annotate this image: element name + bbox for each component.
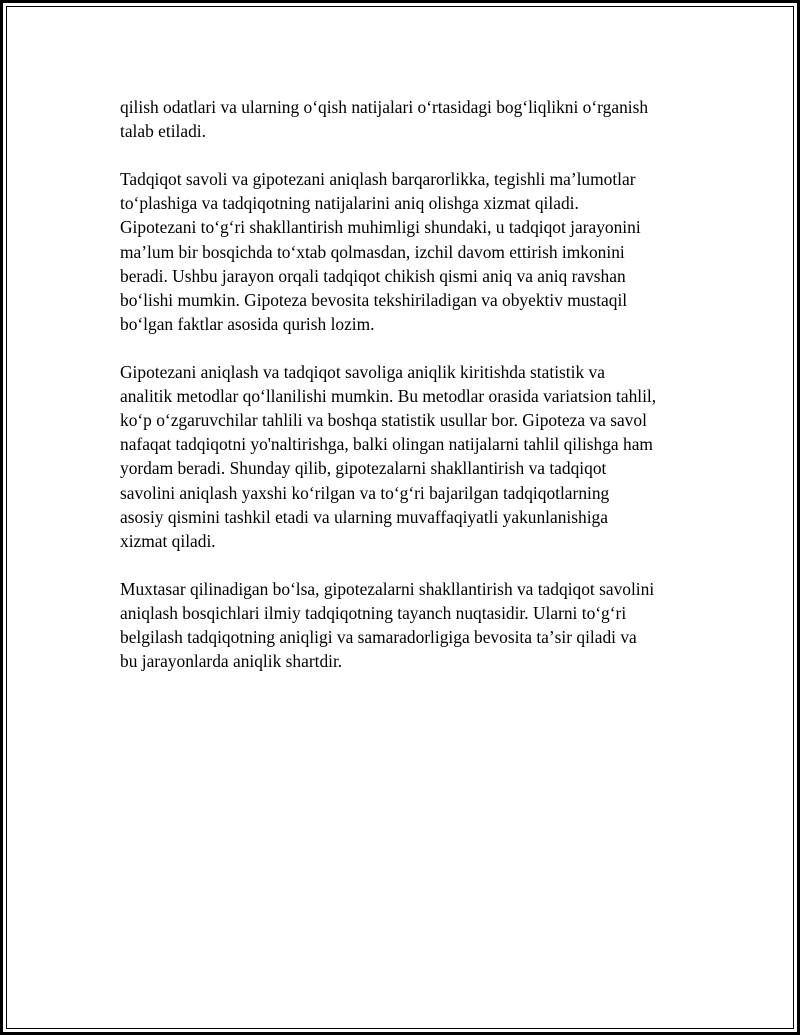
text-line: toʻplashiga va tadqiqotning natijalarini aniq olishga xizmat qiladi.: [120, 193, 579, 214]
paragraph: [120, 95, 705, 143]
text-line: analitik metodlar qoʻllanilishi mumkin. Bu metodlar orasida variatsion tahlil,: [120, 386, 657, 407]
text-line: yordam beradi. Shunday qilib, gipotezalarni shakllantirish va tadqiqot: [120, 458, 607, 479]
text-line: maʼlum bir bosqichda toʻxtab qolmasdan, izchil davom ettirish imkonini: [120, 241, 625, 262]
text-line: Gipotezani toʻgʻri shakllantirish muhimligi shundaki, u tadqiqot jarayonini: [120, 217, 641, 238]
text-line: savolini aniqlash yaxshi koʻrilgan va toʻgʻri bajarilgan tadqiqotlarning: [120, 482, 610, 503]
body-text: [120, 95, 705, 697]
text-line: boʻlgan faktlar asosida qurish lozim.: [120, 313, 375, 334]
text-line: xizmat qiladi.: [120, 530, 216, 551]
text-line: talab etiladi.: [120, 121, 206, 142]
paragraph: [120, 360, 705, 553]
paragraph: [120, 167, 705, 336]
text-line: Gipotezani aniqlash va tadqiqot savoliga aniqlik kiritishda statistik va: [120, 362, 605, 383]
text-line: boʻlishi mumkin. Gipoteza bevosita tekshiriladigan va obyektiv mustaqil: [120, 289, 628, 310]
text-line: aniqlash bosqichlari ilmiy tadqiqotning tayanch nuqtasidir. Ularni toʻgʻri: [120, 602, 627, 623]
text-line: bu jarayonlarda aniqlik shartdir.: [120, 651, 343, 672]
paragraph: [120, 577, 705, 673]
text-line: beradi. Ushbu jarayon orqali tadqiqot chikish qismi aniq va aniq ravshan: [120, 265, 626, 286]
text-line: belgilash tadqiqotning aniqligi va samaradorligiga bevosita taʼsir qiladi va: [120, 627, 637, 648]
text-line: Muxtasar qilinadigan boʻlsa, gipotezalarni shakllantirish va tadqiqot savolini: [120, 578, 655, 599]
text-line: Tadqiqot savoli va gipotezani aniqlash barqarorlikka, tegishli maʼlumotlar: [120, 169, 636, 190]
text-line: nafaqat tadqiqotni yo'naltirishga, balki olingan natijalarni tahlil qilishga ham: [120, 434, 653, 455]
text-line: asosiy qismini tashkil etadi va ularning muvaffaqiyatli yakunlanishiga: [120, 506, 608, 527]
text-line: koʻp oʻzgaruvchilar tahlili va boshqa statistik usullar bor. Gipoteza va savol: [120, 410, 647, 431]
text-line: qilish odatlari va ularning oʻqish natijalari oʻrtasidagi bogʻliqlikni oʻrganish: [120, 97, 649, 117]
